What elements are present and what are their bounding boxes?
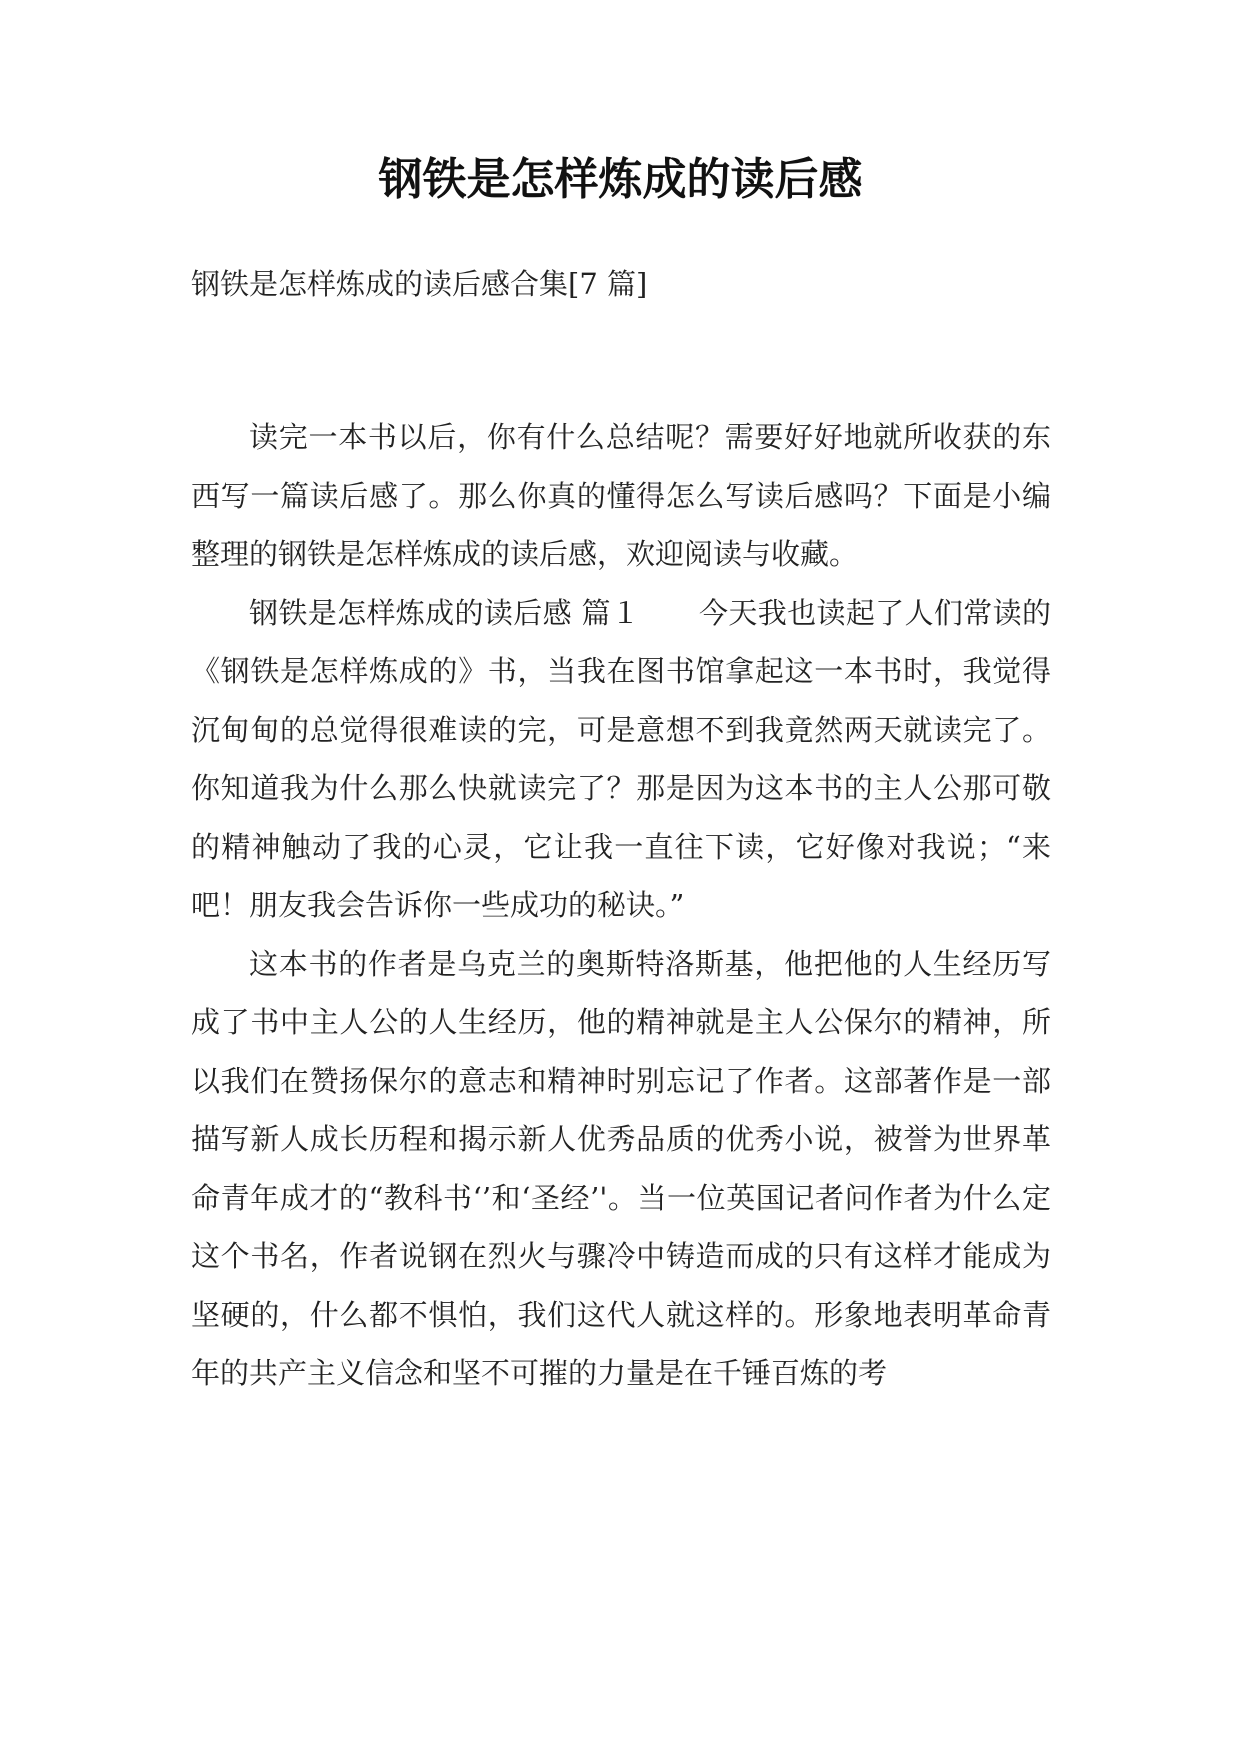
paragraph-essay-1: 钢铁是怎样炼成的读后感 篇１ 今天我也读起了人们常读的《钢铁是怎样炼成的》书，当我在图书馆拿起这一本书时，我觉得沉甸甸的总觉得很难读的完，可是意想不到我竟然两天就读完了。你知道我为什么那么快就读完了？那是因为这本书的主人公那可敬的精神触动了我的心灵，它让我一直往下读，它好像对我说；“来吧！朋友我会告诉你一些成功的秘诀。” [191,595,1051,922]
paragraph-intro: 读完一本书以后，你有什么总结呢？需要好好地就所收获的东西写一篇读后感了。那么你真的懂得怎么写读后感吗？下面是小编整理的钢铁是怎样炼成的读后感，欢迎阅读与收藏。 [191,420,1051,571]
paragraph-author: 这本书的作者是乌克兰的奥斯特洛斯基，他把他的人生经历写成了书中主人公的人生经历，他的精神就是主人公保尔的精神，所以我们在赞扬保尔的意志和精神时别忘记了作者。这部著作是一部描写新人成长历程和揭示新人优秀品质的优秀小说，被誉为世界革命青年成才的“教科书‘’和‘圣经’'。当一位英国记者问作者为什么定这个书名，作者说钢在烈火与骤冷中铸造而成的只有这样才能成为坚硬的，什么都不惧怕，我们这代人就这样的。形象地表明革命青年的共产主义信念和坚不可摧的力量是在千锤百炼的考 [191,946,1051,1390]
document-body [191,408,1051,1403]
document-subtitle: 钢铁是怎样炼成的读后感合集[7 篇] [191,267,648,301]
document-title: 钢铁是怎样炼成的读后感 [378,154,863,205]
